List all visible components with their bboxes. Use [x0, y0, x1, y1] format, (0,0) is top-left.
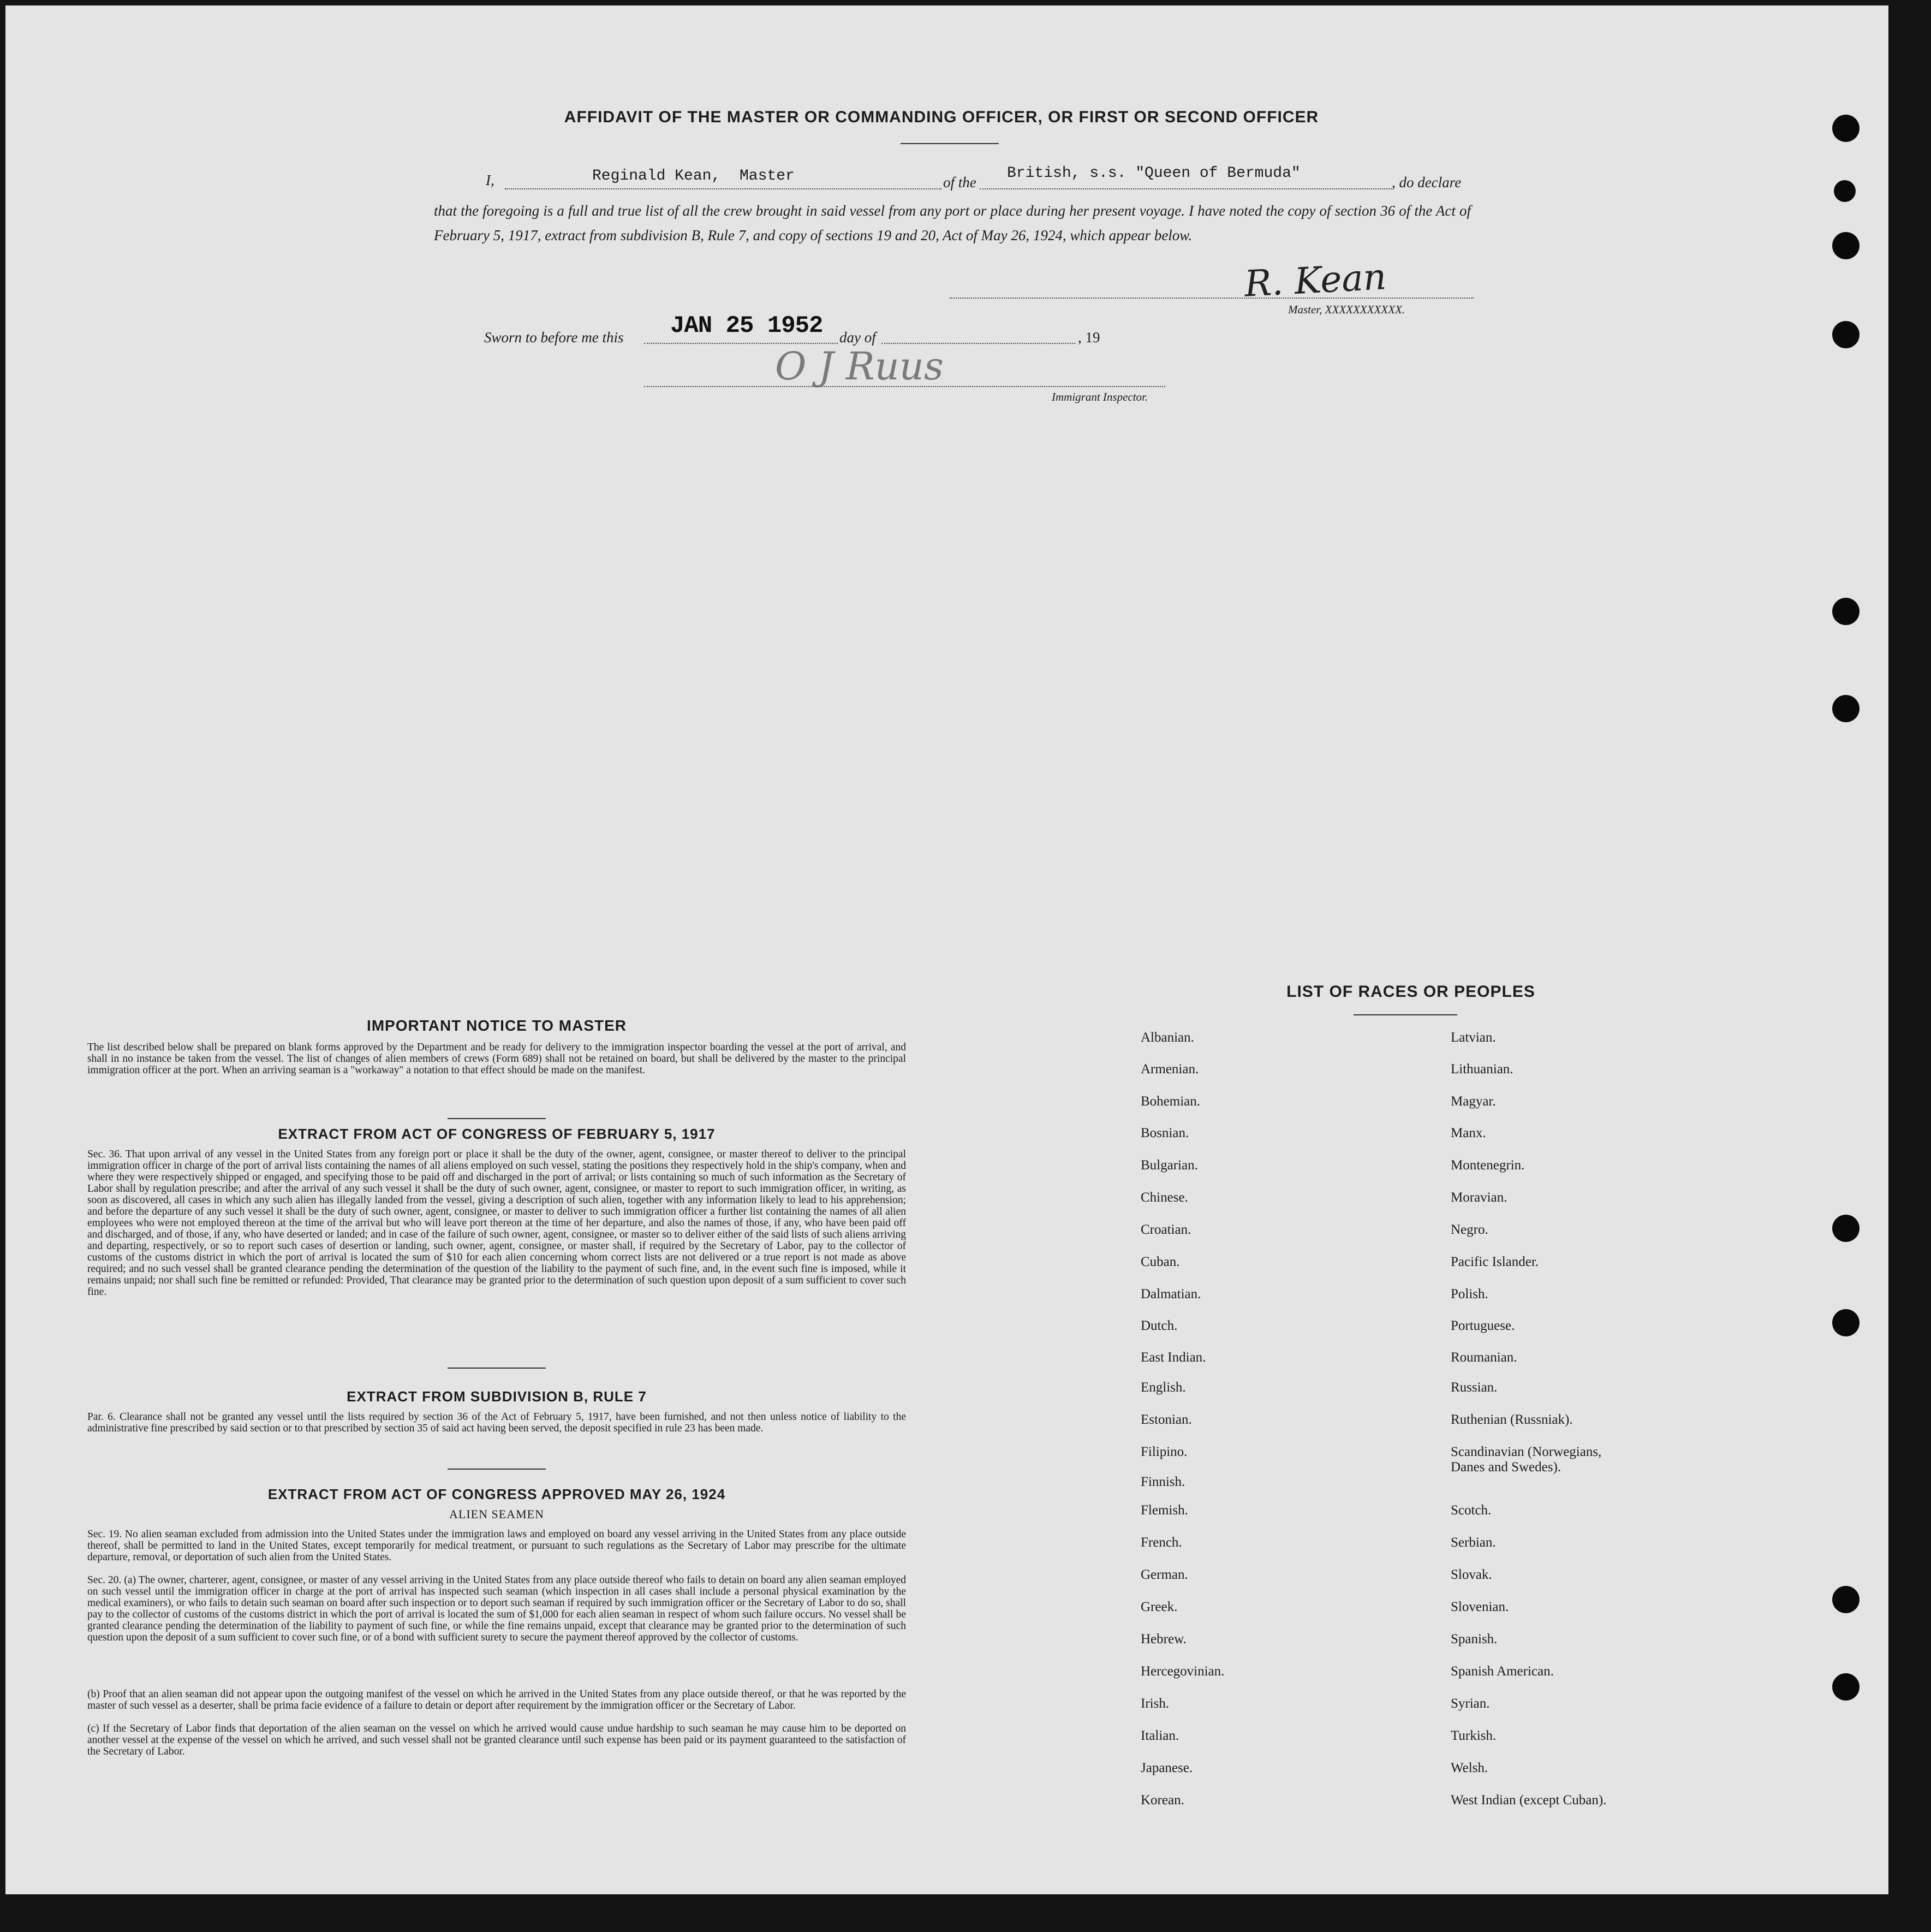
race-item: Bohemian.	[1141, 1094, 1201, 1109]
inspector-signature: O J Ruus	[775, 344, 944, 389]
punch-hole	[1832, 1215, 1860, 1242]
race-item: Montenegrin.	[1451, 1158, 1525, 1173]
punch-hole	[1832, 321, 1860, 348]
year-label: , 19	[1078, 329, 1100, 346]
day-of-label: day of	[839, 329, 876, 346]
race-item: Dutch.	[1141, 1318, 1178, 1333]
divider	[448, 1118, 546, 1119]
race-item: Turkish.	[1451, 1728, 1497, 1743]
race-item: Dalmatian.	[1141, 1287, 1201, 1301]
name-line	[505, 188, 941, 189]
race-item: Welsh.	[1451, 1761, 1488, 1775]
affidavit-body: that the foregoing is a full and true list of all the crew brought in said vessel from any port or place during her present voyage. I have noted the copy of section 36 of the Act of February 5, 1917, extract from subdivision B, Rule 7, and copy of sections 19 and 20, Act of May 26, 1924, which appear below.	[434, 203, 1471, 243]
race-item: Scotch.	[1451, 1503, 1492, 1518]
punch-hole	[1832, 1673, 1860, 1701]
race-item: Ruthenian (Russniak).	[1451, 1412, 1573, 1427]
race-item: Filipino.	[1141, 1444, 1188, 1459]
race-item: Hercegovinian.	[1141, 1664, 1225, 1679]
master-signature-line	[950, 298, 1474, 299]
master-name: Reginald Kean,	[592, 168, 721, 185]
race-item: Spanish American.	[1451, 1664, 1554, 1679]
race-item: Portuguese.	[1451, 1318, 1515, 1333]
subdivision-b-text: Par. 6. Clearance shall not be granted any vessel until the lists required by section 36 of the Act of February 5, 1917, have been furnished, and not then unless notice of liability to the administrative fine prescribed by said section or to that prescribed by section 35 of said act having been served, the deposit specified in rule 23 has been made.	[87, 1411, 906, 1434]
race-item: Magyar.	[1451, 1094, 1496, 1109]
race-item: Flemish.	[1141, 1503, 1188, 1518]
extract-1924-sec20b: (b) Proof that an alien seaman did not appear upon the outgoing manifest of the vessel on which he arrived in the United States from any place outside thereof, or that he was reported by the master of such vessel as a deserter, shall be prima facie evidence of a failure to detain or deport after requirement by the immigration officer or the Secretary of Labor.	[87, 1689, 906, 1711]
divider	[1354, 1014, 1457, 1015]
extract-1917-title: EXTRACT FROM ACT OF CONGRESS OF FEBRUARY 5, 1917	[278, 1126, 716, 1142]
race-item: Irish.	[1141, 1696, 1170, 1711]
document-page	[5, 5, 1888, 1894]
race-item: East Indian.	[1141, 1350, 1206, 1365]
extract-1924-sec20c: (c) If the Secretary of Labor finds that deportation of the alien seaman on the vessel on which he arrived would cause undue hardship to such seaman he may cause him to be deported on another vessel at the expense of the vessel on which he arrived, and such vessel shall not be granted clearance until such expense has been paid or its payment guaranteed to the satisfaction of the Secretary of Labor.	[87, 1723, 906, 1757]
punch-hole	[1832, 695, 1860, 722]
race-item: Spanish.	[1451, 1632, 1498, 1646]
extract-1924-sec20a: Sec. 20. (a) The owner, charterer, agent, consignee, or master of any vessel arriving in the United States from any place outside thereof who fails to detain on board any alien seaman employed on such vessel until the immigration officer in charge at the port of arrival has inspected such seaman (which inspection in all cases shall include a personal physical examination by the medical examiners), or who fails to detain such seaman on board after such inspection or to deport such seaman if required by such immigration officer or the Secretary of Labor to do so, shall pay to the collector of customs of the customs district in which the port of arrival is located the sum of $1,000 for each alien seaman in respect of whom such failure occurs. No vessel shall be granted clearance pending the determination of the liability to payment of such fine, or while the fine remains unpaid, except that clearance may be granted prior to the determination of such question upon the deposit of a sum sufficient to cover such fine, or of a bond with sufficient surety to secure the payment thereof approved by the collector of customs.	[87, 1574, 906, 1643]
race-item: Finnish.	[1141, 1475, 1185, 1489]
race-item: English.	[1141, 1380, 1186, 1395]
race-item: West Indian (except Cuban).	[1451, 1793, 1607, 1808]
race-item: French.	[1141, 1535, 1182, 1550]
divider	[448, 1469, 546, 1470]
divider	[448, 1368, 546, 1369]
inspector-caption: Immigrant Inspector.	[1052, 390, 1148, 403]
race-item: Chinese.	[1141, 1190, 1188, 1205]
race-item: Armenian.	[1141, 1062, 1199, 1077]
race-item: Japanese.	[1141, 1761, 1193, 1775]
punch-hole	[1832, 1586, 1860, 1613]
punch-hole	[1832, 115, 1860, 142]
affidavit-i: I,	[486, 172, 494, 188]
vessel-line	[980, 188, 1392, 189]
race-item: Serbian.	[1451, 1535, 1496, 1550]
race-item: Latvian.	[1451, 1030, 1496, 1045]
race-item: Hebrew.	[1141, 1632, 1187, 1646]
master-caption: Master, XXXXXXXXXXX.	[1288, 303, 1405, 316]
race-item: Russian.	[1451, 1380, 1498, 1395]
sworn-label: Sworn to before me this	[484, 329, 624, 346]
subdivision-b-title: EXTRACT FROM SUBDIVISION B, RULE 7	[347, 1388, 647, 1405]
race-item: Scandinavian (Norwegians, Danes and Swedes).	[1451, 1444, 1602, 1475]
affidavit-title: AFFIDAVIT OF THE MASTER OR COMMANDING OFFICER, OR FIRST OR SECOND OFFICER	[564, 108, 1319, 126]
date-stamp: JAN 25 1952	[670, 312, 823, 340]
race-item: Albanian.	[1141, 1030, 1194, 1045]
race-item: Lithuanian.	[1451, 1062, 1513, 1077]
notice-title: IMPORTANT NOTICE TO MASTER	[366, 1017, 627, 1034]
race-item: Cuban.	[1141, 1255, 1180, 1269]
race-item: German.	[1141, 1567, 1188, 1582]
race-item: Negro.	[1451, 1222, 1488, 1237]
race-item: Moravian.	[1451, 1190, 1507, 1205]
punch-hole	[1832, 232, 1860, 259]
master-rank: Master	[740, 168, 795, 185]
extract-1924-sec19: Sec. 19. No alien seaman excluded from admission into the United States under the immigration laws and employed on board any vessel arriving in the United States from any place outside thereof, shall be permitted to land in the United States, except temporarily for medical treatment, or pursuant to such regulations as the Secretary of Labor may prescribe for the ultimate departure, removal, or deportation of such alien from the United States.	[87, 1529, 906, 1563]
notice-text: The list described below shall be prepared on blank forms approved by the Department and be ready for delivery to the immigration inspector boarding the vessel at the port of arrival, and shall in no instance be taken from the vessel. The list of changes of alien members of crews (Form 689) shall not be retained on board, but shall be delivered by the master to the principal immigration officer at the port. When an arriving seaman is a "workaway" a notation to that effect should be made on the manifest.	[87, 1042, 906, 1076]
race-item: Greek.	[1141, 1600, 1178, 1614]
divider	[901, 143, 999, 144]
race-item: Bosnian.	[1141, 1126, 1189, 1140]
extract-1924-title: EXTRACT FROM ACT OF CONGRESS APPROVED MAY 26, 1924	[267, 1486, 726, 1502]
race-item: Slovenian.	[1451, 1600, 1509, 1614]
race-item: Italian.	[1141, 1728, 1179, 1743]
race-item: Pacific Islander.	[1451, 1255, 1539, 1269]
race-item: Slovak.	[1451, 1567, 1492, 1582]
race-item: Roumanian.	[1451, 1350, 1517, 1365]
race-item: Polish.	[1451, 1287, 1488, 1301]
extract-1924-subtitle: ALIEN SEAMEN	[449, 1507, 544, 1521]
race-item: Korean.	[1141, 1793, 1184, 1808]
punch-hole	[1832, 598, 1860, 625]
races-title: LIST OF RACES OR PEOPLES	[1286, 983, 1535, 1001]
race-item: Syrian.	[1451, 1696, 1490, 1711]
race-item: Croatian.	[1141, 1222, 1191, 1237]
vessel-name: British, s.s. "Queen of Bermuda"	[1007, 165, 1301, 182]
master-signature: R. Kean	[1243, 255, 1387, 305]
race-item: Estonian.	[1141, 1412, 1192, 1427]
race-item: Bulgarian.	[1141, 1158, 1198, 1173]
inspector-line	[644, 386, 1165, 387]
race-item: Manx.	[1451, 1126, 1486, 1140]
punch-hole	[1834, 180, 1856, 202]
of-the-label: of the	[943, 174, 976, 191]
do-declare-label: , do declare	[1392, 174, 1462, 191]
extract-1917-text: Sec. 36. That upon arrival of any vessel in the United States from any foreign port or place it shall be the duty of the owner, agent, consignee, or master thereof to deliver to the principal immigration officer in charge of the port of arrival lists containing the names of all aliens employed on such vessel, stating the positions they respectively hold in the ship's company, when and where they were respectively shipped or engaged, and specifying those to be paid off and discharged in the port of arrival; or lists containing so much of such information as the Secretary of Labor shall by regulation prescribe; and after the arrival of any such vessel it shall be the duty of such owner, agent, consignee, or master to report to such immigration officer, in writing, as soon as discovered, all cases in which any such alien has illegally landed from the vessel, giving a description of such alien, together with any information likely to lead to his apprehension; and before the departure of any such vessel it shall be the duty of such owner, agent, consignee, or master to deliver to such immigration officer a further list containing the names of all alien employees who were not employed thereon at the time of the arrival but who will leave port thereon at the time of her departure, and also the names of those, if any, who have been paid off and discharged, and of those, if any, who have deserted or landed; and in case of the failure of such owner, agent, consignee, or master so to deliver either of the said lists of such aliens arriving and departing, respectively, or so to report such cases of desertion or landing, such owner, agent, consignee, or master shall, if required by the Secretary of Labor, pay to the collector of customs of the customs district in which the port of arrival is located the sum of $10 for each alien concerning whom correct lists are not delivered or a true report is not made as above required; and no such vessel shall be granted clearance pending the determination of the question of the liability to the payment of such fine, and, in the event such fine is imposed, while it remains unpaid; nor shall such fine be remitted or refunded: Provided, That clearance may be granted prior to the determination of such question upon deposit of a sum sufficient to cover such fine.	[87, 1149, 906, 1298]
punch-hole	[1832, 1309, 1860, 1336]
